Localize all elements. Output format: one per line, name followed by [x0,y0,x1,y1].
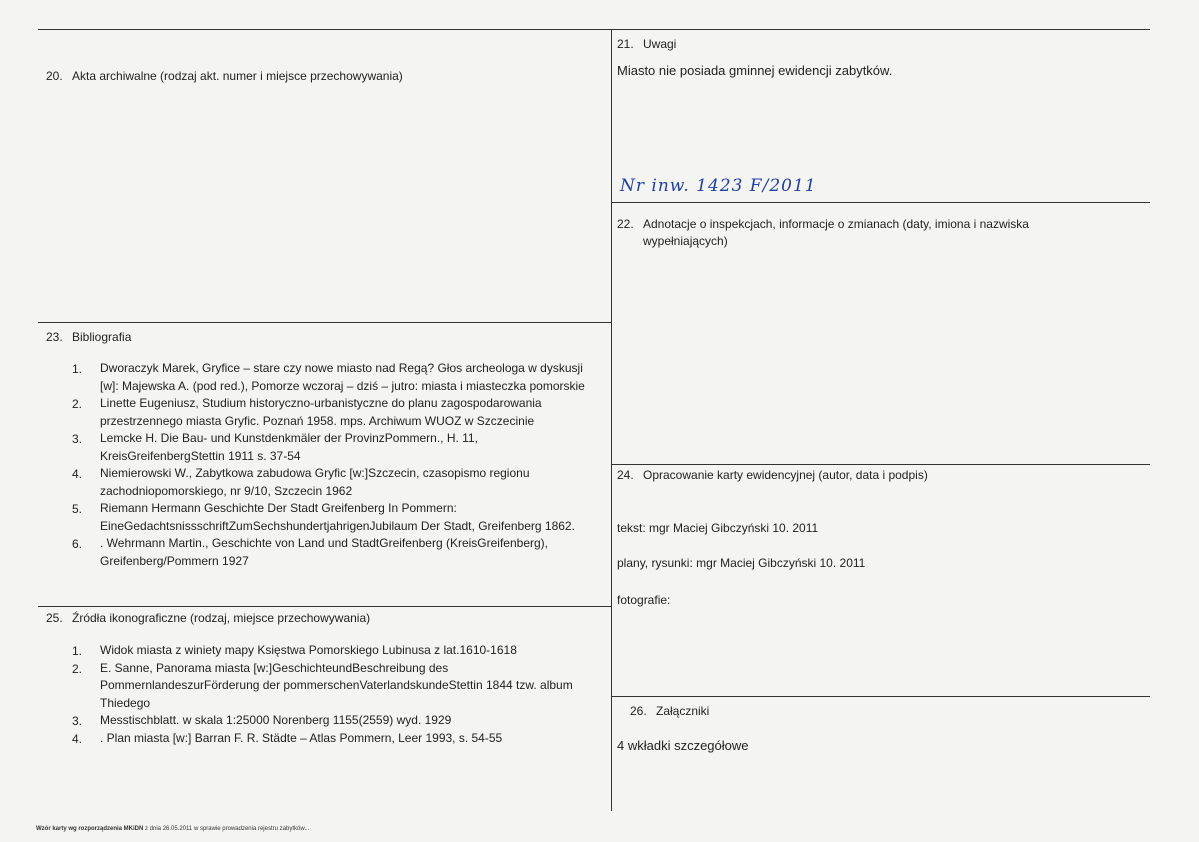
list-item: 2. Linette Eugeniusz, Studium historyczno-urbanistyczne do planu zagospodarowania przestrzennego miasta Gryfic. Poznań 1958. mps. Archiwum WUOZ w Szczecinie [72,396,542,428]
section-23-label [46,329,131,346]
section-number: 24. [617,468,634,482]
attachments-text: 4 wkładki szczegółowe [617,738,749,753]
list-item: 4. Niemierowski W., Zabytkowa zabudowa Gryfic [w:]Szczecin, czasopismo regionu zachodniopomorskiego, nr 9/10, Szczecin 1962 [72,466,530,498]
section-title: Opracowanie karty ewidencyjnej (autor, data i podpis) [643,468,928,482]
section-21-label [617,36,676,53]
section-title: Bibliografia [72,330,132,344]
bibliography-list [46,360,586,570]
list-item: 1. Dworaczyk Marek, Gryfice – stare czy nowe miasto nad Regą? Głos archeologa w dyskusji [w]: Majewska A. (pod red.), Pomorze wczoraj – dziś – jutro: miasta i miasteczka pomorskie [72,361,585,393]
section-number: 25. [46,611,63,625]
rule-22-24 [612,464,1150,465]
section-22-label [617,216,1029,250]
rule-20-23 [38,322,611,323]
section-number: 22. [617,217,634,231]
section-24-label [617,467,928,484]
section-number: 23. [46,330,63,344]
inventory-number-handwritten: Nr inw. 1423 F/2011 [620,176,817,196]
section-title: Akta archiwalne (rodzaj akt. numer i miejsce przechowywania) [72,69,403,83]
rule-24-26 [612,696,1150,697]
section-20-label [46,68,403,85]
section-number: 26. [630,704,647,718]
list-item: 3. Messtischblatt. w skala 1:25000 Norenberg 1155(2559) wyd. 1929 [72,713,452,728]
form-footer: Wzór karty wg rozporządzenia MKiDN z dnia 26.05.2011 w sprawie prowadzenia rejestru zabytków... [36,826,310,832]
section-title: Źródła ikonograficzne (rodzaj, miejsce przechowywania) [72,611,371,625]
list-item: 2. E. Sanne, Panorama miasta [w:]GeschichteundBeschreibung des PommernlandeszurFörderung der pommerschenVaterlandskundeStettin 1844 tzw. album Thiedego [72,660,573,710]
top-rule [38,29,1150,30]
section-title: Uwagi [643,37,677,51]
list-item: 4. . Plan miasta [w:] Barran F. R. Städte – Atlas Pommern, Leer 1993, s. 54-55 [72,730,503,746]
list-item: 1. Widok miasta z winiety mapy Księstwa Pomorskiego Lubinusa z lat.1610-1618 [72,643,517,658]
iconography-list [46,642,586,747]
section-title-line1: Adnotacje o inspekcjach, informacje o zmianach (daty, imiona i nazwiska [643,217,1029,231]
list-item: 6. . Wehrmann Martin., Geschichte von Land und StadtGreifenberg (KreisGreifenberg), Greifenberg/Pommern 1927 [72,536,549,568]
author-text: tekst: mgr Maciej Gibczyński 10. 2011 [617,521,819,535]
section-number: 20. [46,69,63,83]
author-plans: plany, rysunki: mgr Maciej Gibczyński 10. 2011 [617,556,866,570]
section-26-label [630,703,709,720]
section-25-label [46,610,370,627]
rule-21-22 [612,202,1150,203]
rule-23-25 [38,606,611,607]
center-divider [611,29,612,811]
remarks-text: Miasto nie posiada gminnej ewidencji zabytków. [617,63,893,78]
section-title-line2: wypełniających) [643,234,728,248]
list-item: 3. Lemcke H. Die Bau- und Kunstdenkmäler der ProvinzPommern., H. 11, KreisGreifenbergStettin 1911 s. 37-54 [72,431,478,463]
author-photos: fotografie: [617,593,671,607]
list-item: 5. Riemann Hermann Geschichte Der Stadt Greifenberg In Pommern: EineGedachtsnissschriftZumSechshundertjahrigenJubilaum Der Stadt, Greifenberg 1862. [72,501,575,533]
section-title: Załączniki [656,704,710,718]
section-number: 21. [617,37,634,51]
